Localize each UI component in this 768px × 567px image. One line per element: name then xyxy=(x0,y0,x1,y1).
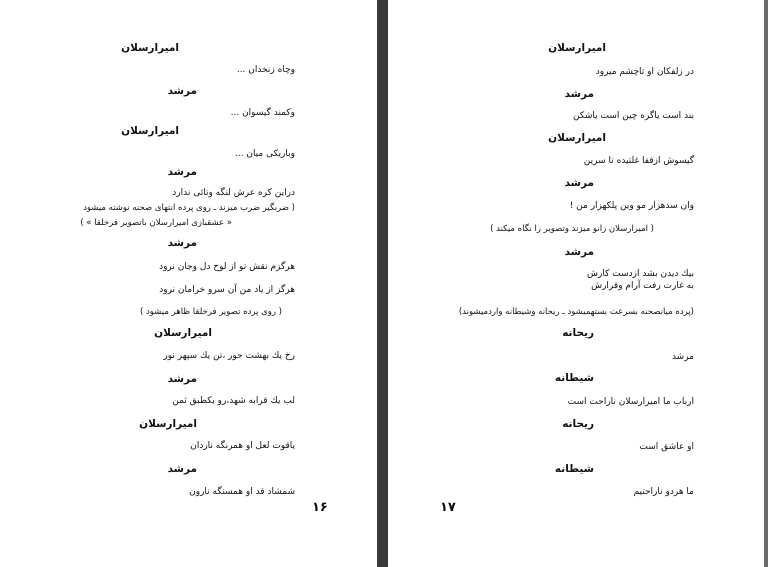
verse-line: شمشاد قد او همسنگه نارون xyxy=(189,487,295,497)
speaker-name: امیرارسلان xyxy=(548,42,606,54)
speaker-name: مرشد xyxy=(167,166,197,178)
speaker-name: مرشد xyxy=(167,463,197,475)
verse-line: در زلفکان او تاچشم میرود xyxy=(595,67,694,77)
verse-line: ارباب ما امیرارسلان ناراحت است xyxy=(567,397,694,407)
verse-line: به غارت رفت آرام وقرارش xyxy=(591,281,694,291)
speaker-name: مرشد xyxy=(167,85,197,97)
verse-line: بیك دیدن بشد ازدست کارش xyxy=(587,269,694,279)
speaker-name: مرشد xyxy=(167,373,197,385)
speaker-name: مرشد xyxy=(564,177,594,189)
book-spine xyxy=(377,0,388,567)
speaker-name: ریحانه xyxy=(562,327,594,339)
stage-direction: ( ضربگیر ضرب میزند ـ روی پرده انتهای صحنه نوشته میشود xyxy=(83,203,295,213)
verse-line: گیسوش ازقفا غلتیده تا سرین xyxy=(583,156,694,166)
page-number: ۱۷ xyxy=(440,500,456,515)
left-book-page xyxy=(0,0,377,567)
verse-line: مرشد xyxy=(671,352,694,362)
stage-direction: ( امیرارسلان زانو میزند وتصویر را نگاه میکند ) xyxy=(490,224,654,234)
right-book-page xyxy=(388,0,764,567)
verse-line: رخ یك بهشت حور ،تن یك سپهر نور xyxy=(163,351,295,361)
verse-line: وان سدهزار مو وین پلکهزار من ! xyxy=(569,201,694,211)
verse-line: بند است یاگره چین است یاشکن xyxy=(573,111,694,121)
verse-line: دراین کره عرش لنگه وتائی ندارد xyxy=(172,188,295,198)
verse-line: وباریکی میان ... xyxy=(234,149,295,159)
verse-line: وکمند گیسوان ... xyxy=(230,108,295,118)
speaker-name: شیطانه xyxy=(554,463,594,475)
page-edge xyxy=(764,0,768,567)
speaker-name: مرشد xyxy=(167,237,197,249)
speaker-name: ریحانه xyxy=(562,418,594,430)
speaker-name: مرشد xyxy=(564,246,594,258)
stage-direction: « عشقبازی امیرارسلان باتصویر فرخلقا » ) xyxy=(80,218,232,228)
speaker-name: امیرارسلان xyxy=(139,418,197,430)
verse-line: هرگزم نقش تو از لوح دل وجان نرود xyxy=(159,262,295,272)
verse-line: هرگز از یاد من آن سرو خرامان نرود xyxy=(159,285,295,295)
page-number: ۱۶ xyxy=(312,500,328,515)
speaker-name: مرشد xyxy=(564,88,594,100)
stage-direction: (پرده میانصحنه بسرعت بستهمیشود ـ ریحانه وشیطانه واردمیشوند) xyxy=(458,307,694,317)
speaker-name: امیرارسلان xyxy=(548,132,606,144)
verse-line: ما هردو ناراحتیم xyxy=(633,487,694,497)
speaker-name: امیرارسلان xyxy=(154,327,212,339)
speaker-name: امیرارسلان xyxy=(121,42,179,54)
verse-line: لب یك قرابه شهد،رو یكطبق ثمن xyxy=(172,396,295,406)
verse-line: او عاشق است xyxy=(639,442,694,452)
verse-line: وچاه زنخدان ... xyxy=(236,65,295,75)
verse-line: یاقوت لعل او همرنگه ناردان xyxy=(190,441,295,451)
stage-direction: ( روی پرده تصویر فرخلقا ظاهر میشود ) xyxy=(139,307,282,317)
speaker-name: شیطانه xyxy=(554,372,594,384)
speaker-name: امیرارسلان xyxy=(121,125,179,137)
